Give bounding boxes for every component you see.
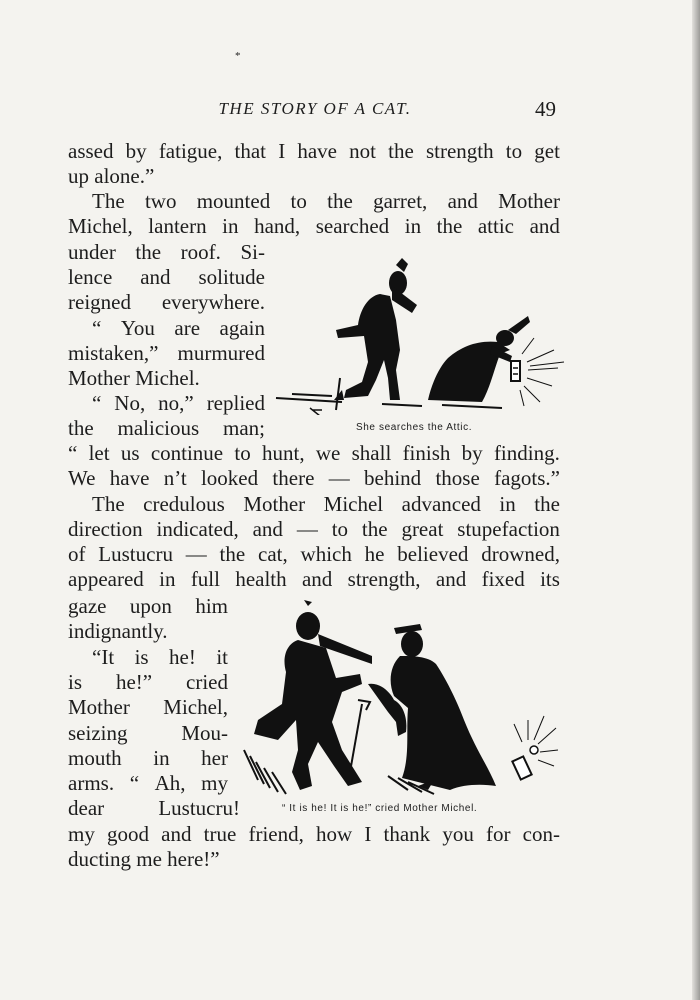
running-header — [70, 99, 560, 125]
text-line: The credulous Mother Michel advanced in the — [92, 492, 560, 516]
text-line: assed by fatigue, that I have not the strength to get — [68, 139, 560, 163]
text-line: lence and solitude — [68, 265, 265, 289]
text-line: Michel, lantern in hand, searched in the attic and — [68, 214, 560, 238]
text-line: of Lustucru — the cat, which he believed drowned, — [68, 542, 560, 566]
text-line: seizing Mou- — [68, 721, 228, 745]
attic-silhouette-illustration — [272, 250, 568, 415]
text-line: direction indicated, and — to the great stupefaction — [68, 517, 560, 541]
text-line: “It is he! it — [92, 645, 228, 669]
text-line: Mother Michel. — [68, 366, 200, 390]
text-line: dear Lustucru! — [68, 796, 240, 820]
text-line: mistaken,” murmured — [68, 341, 265, 365]
text-line: mouth in her — [68, 746, 228, 770]
text-line: up alone.” — [68, 164, 155, 188]
text-line: “ No, no,” replied — [92, 391, 265, 415]
text-line: the malicious man; — [68, 416, 265, 440]
cat-found-silhouette-illustration — [238, 600, 560, 802]
text-line: my good and true friend, how I thank you for con- — [68, 822, 560, 846]
text-line: We have n’t looked there — behind those fagots.” — [68, 466, 560, 490]
text-line: reigned everywhere. — [68, 290, 265, 314]
text-line: under the roof. Si- — [68, 240, 265, 264]
illustration-caption-attic: She searches the Attic. — [356, 422, 473, 433]
ink-speck: * — [235, 50, 241, 62]
text-line: indignantly. — [68, 619, 168, 643]
text-line: “ You are again — [92, 316, 265, 340]
text-line: gaze upon him — [68, 594, 228, 618]
text-line: “ let us continue to hunt, we shall finish by finding. — [68, 441, 560, 465]
text-line: Mother Michel, — [68, 695, 228, 719]
text-line: arms. “ Ah, my — [68, 771, 228, 795]
text-line: The two mounted to the garret, and Mother — [92, 189, 560, 213]
illustration-caption-cried: “ It is he! It is he!” cried Mother Michel. — [282, 803, 478, 814]
text-line: appeared in full health and strength, and fixed its — [68, 567, 560, 591]
page-edge — [692, 0, 700, 1000]
text-line: is he!” cried — [68, 670, 228, 694]
text-line: ducting me here!” — [68, 847, 220, 871]
page-number: 49 — [535, 97, 556, 121]
running-title: THE STORY OF A CAT. — [218, 99, 412, 118]
